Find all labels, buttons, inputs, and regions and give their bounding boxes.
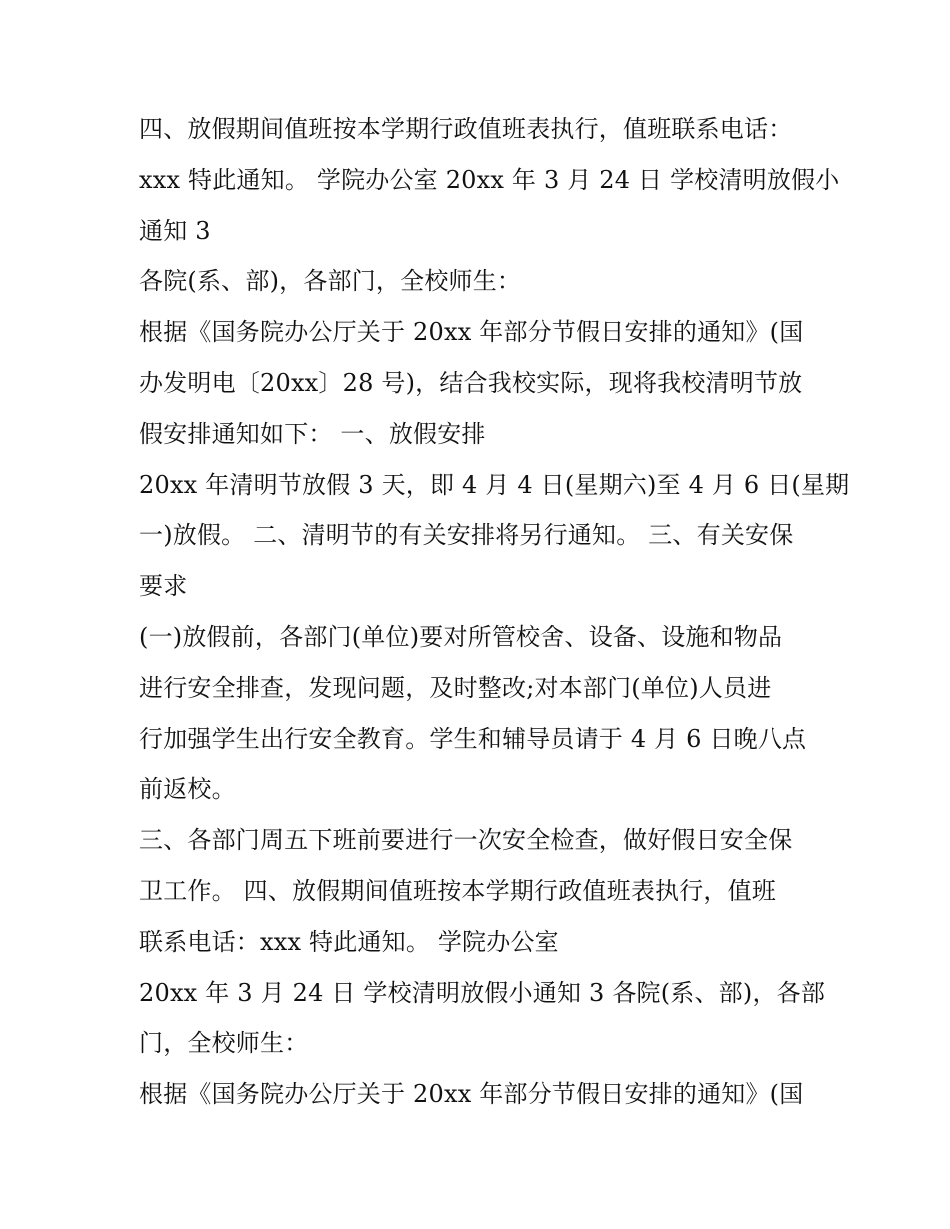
text-line: 根据《国务院办公厅关于 20xx 年部分节假日安排的通知》(国 [139, 1080, 804, 1109]
text-line: 门，全校师生： [139, 1029, 309, 1058]
text-line: xxx 特此通知。 学院办公室 20xx 年 3 月 24 日 学校清明放假小 [139, 165, 840, 194]
text-line: 联系电话：xxx 特此通知。 学院办公室 [139, 927, 559, 956]
text-line: 要求 [139, 572, 188, 601]
text-line: 20xx 年清明节放假 3 天，即 4 月 4 日(星期六)至 4 月 6 日(星期 [139, 470, 850, 499]
document-body [139, 104, 850, 1120]
text-line: 假安排通知如下： 一、放假安排 [139, 419, 486, 448]
text-line: 一)放假。 二、清明节的有关安排将另行通知。 三、有关安保 [139, 521, 794, 550]
text-line: 三、各部门周五下班前要进行一次安全检查，做好假日安全保 [139, 826, 793, 855]
text-line: 各院(系、部)，各部门，全校师生： [139, 267, 522, 296]
text-line: 行加强学生出行安全教育。学生和辅导员请于 4 月 6 日晚八点 [139, 724, 807, 753]
text-line: (一)放假前，各部门(单位)要对所管校舍、设备、设施和物品 [139, 622, 783, 651]
text-line: 根据《国务院办公厅关于 20xx 年部分节假日安排的通知》(国 [139, 318, 804, 347]
text-line: 四、放假期间值班按本学期行政值班表执行，值班联系电话： [139, 115, 793, 143]
text-line: 20xx 年 3 月 24 日 学校清明放假小通知 3 各院(系、部)，各部 [139, 978, 826, 1007]
text-line: 通知 3 [139, 216, 211, 245]
text-line: 前返校。 [139, 775, 236, 804]
text-line: 进行安全排查，发现问题，及时整改;对本部门(单位)人员进 [139, 673, 772, 702]
text-line: 办发明电〔20xx〕28 号)，结合我校实际，现将我校清明节放 [139, 368, 803, 397]
text-line: 卫工作。 四、放假期间值班按本学期行政值班表执行，值班 [139, 876, 777, 905]
